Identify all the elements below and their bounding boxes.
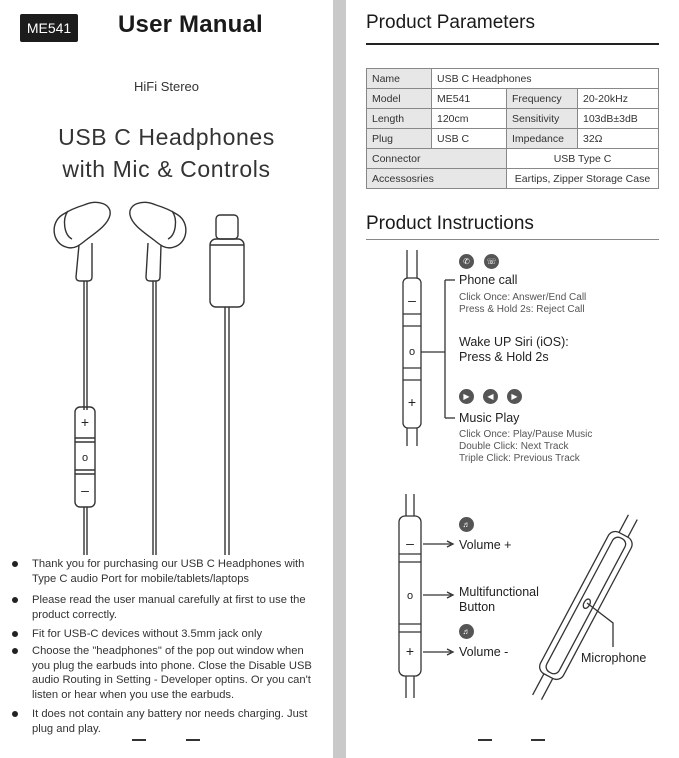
microphone-label: Microphone	[581, 651, 647, 665]
remote-center-symbol: o	[81, 452, 89, 464]
table-cell-value: USB C Headphones	[432, 69, 659, 89]
volume-down-icon: ♬	[459, 624, 474, 639]
table-cell-value: Eartips, Zipper Storage Case	[507, 169, 659, 189]
manual-title: User Manual	[118, 11, 263, 38]
model-badge: ME541	[20, 14, 78, 42]
previous-track-icon: ◀	[483, 389, 498, 404]
phone-call-title: Phone call	[459, 273, 518, 287]
instructions-title: Product Instructions	[366, 213, 534, 234]
remote-center-symbol: o	[406, 590, 414, 602]
remote-minus-symbol: –	[408, 292, 416, 308]
music-line-1: Click Once: Play/Pause Music	[459, 429, 593, 440]
headline-line-2: with Mic & Controls	[62, 156, 271, 182]
bullet-dot	[12, 648, 18, 654]
headline-line-1: USB C Headphones	[58, 124, 275, 150]
instructions-title-rule	[366, 239, 659, 240]
page-mark	[186, 739, 200, 741]
siri-title: Wake UP Siri (iOS):	[459, 335, 569, 349]
volume-down-label: Volume -	[459, 645, 509, 659]
table-cell-label: Accessosries	[367, 169, 507, 189]
page-mark	[132, 739, 146, 741]
microphone-remote-illustration	[525, 505, 665, 705]
siri-line: Press & Hold 2s	[459, 350, 549, 364]
table-cell-value: 32Ω	[578, 129, 659, 149]
bullet-item	[12, 644, 322, 702]
table-cell-label: Connector	[367, 149, 507, 169]
table-row	[367, 129, 659, 149]
next-track-icon: ▶	[507, 389, 522, 404]
bullet-item	[12, 593, 322, 622]
remote-plus-symbol: +	[407, 394, 417, 410]
bullet-item	[12, 627, 322, 642]
table-row	[367, 89, 659, 109]
table-cell-value: 20-20kHz	[578, 89, 659, 109]
table-cell-label: Frequency	[507, 89, 578, 109]
table-cell-value: USB Type C	[507, 149, 659, 169]
bullet-item	[12, 707, 322, 736]
table-cell-label: Length	[367, 109, 432, 129]
phone-call-line-2: Press & Hold 2s: Reject Call	[459, 304, 585, 315]
table-cell-label: Impedance	[507, 129, 578, 149]
remote-diagram-bottom	[395, 492, 465, 702]
remote-minus-symbol: –	[406, 535, 414, 551]
params-title-rule	[366, 43, 659, 45]
multifunctional-label-line-1: Multifunctional	[459, 585, 539, 599]
play-pause-icon: ▶	[459, 389, 474, 404]
bullet-text: Thank you for purchasing our USB C Headphones with Type C audio Port for mobile/tablets/laptops	[32, 558, 305, 585]
bullet-dot	[12, 711, 18, 717]
left-earbud	[54, 202, 110, 410]
bullet-text: Fit for USB-C devices without 3.5mm jack only	[32, 628, 263, 640]
table-cell-label: Name	[367, 69, 432, 89]
usb-c-plug	[210, 215, 244, 555]
music-line-3: Triple Click: Previous Track	[459, 453, 580, 464]
remote-minus-symbol: –	[81, 482, 89, 498]
subtitle: HiFi Stereo	[133, 79, 200, 94]
table-cell-value: USB C	[432, 129, 507, 149]
bullet-text: It does not contain any battery nor needs charging. Just plug and play.	[32, 708, 308, 735]
page-mark	[531, 739, 545, 741]
parameters-table	[366, 68, 659, 189]
table-row	[367, 169, 659, 189]
table-row	[367, 109, 659, 129]
bullet-dot	[12, 631, 18, 637]
table-cell-value: ME541	[432, 89, 507, 109]
table-cell-label: Model	[367, 89, 432, 109]
table-cell-value: 120cm	[432, 109, 507, 129]
table-cell-label: Plug	[367, 129, 432, 149]
params-title: Product Parameters	[366, 12, 535, 33]
table-cell-label: Sensitivity	[507, 109, 578, 129]
bullet-item	[12, 557, 322, 586]
bullet-dot	[12, 561, 18, 567]
volume-up-label: Volume +	[459, 538, 512, 552]
music-line-2: Double Click: Next Track	[459, 441, 569, 452]
right-earbud	[130, 202, 186, 555]
phone-icon: ✆	[459, 254, 474, 269]
table-row	[367, 149, 659, 169]
bullet-text: Please read the user manual carefully at first to use the product correctly.	[32, 594, 306, 621]
page-mark	[478, 739, 492, 741]
remote-plus-symbol: +	[405, 643, 415, 659]
bullet-dot	[12, 597, 18, 603]
left-page	[0, 0, 333, 758]
remote-diagram-top	[395, 250, 455, 450]
remote-plus-symbol: +	[80, 414, 90, 430]
table-row	[367, 69, 659, 89]
volume-up-icon: ♬	[459, 517, 474, 532]
multifunctional-label-line-2: Button	[459, 600, 496, 614]
phone-call-line-1: Click Once: Answer/End Call	[459, 292, 587, 303]
headphones-illustration	[0, 195, 333, 555]
music-title: Music Play	[459, 411, 520, 425]
table-cell-value: 103dB±3dB	[578, 109, 659, 129]
remote-center-symbol: o	[408, 346, 416, 358]
bullet-text: Choose the "headphones" of the pop out window when you plug the earbuds into phone. Close the Disable USB audio Routing in Setting - Developer optins. Or you can't listen or hear when you use the earbuds.	[32, 645, 312, 701]
hangup-icon: ☏	[484, 254, 499, 269]
